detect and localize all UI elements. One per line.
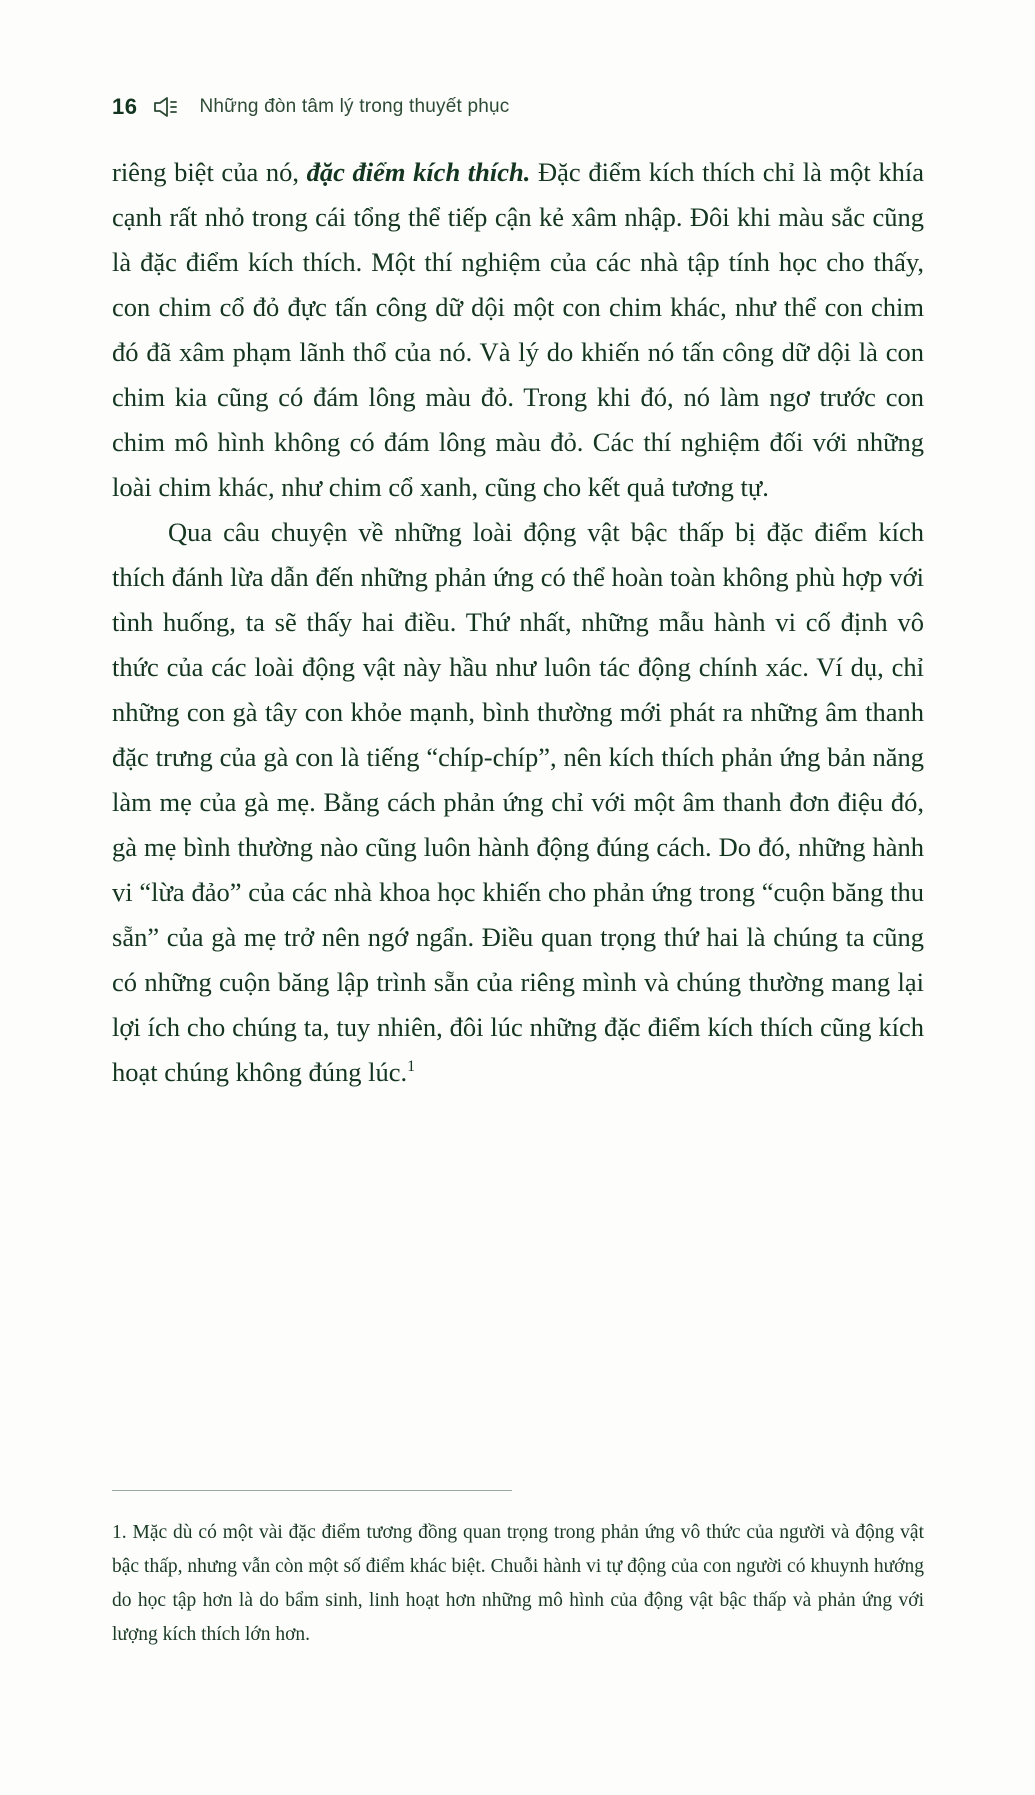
footnote-text: 1. Mặc dù có một vài đặc điểm tương đồng quan trọng trong phản ứng vô thức của người và động vật bậc thấp, nhưng vẫn còn một số điểm khác biệt. Chuỗi hành vi tự động của con người có khuynh hướng do học tập hơn là do bẩm sinh, linh hoạt hơn những mô hình của động vật bậc thấp và phản ứng với lượng kích thích lớn hơn.	[112, 1522, 924, 1645]
running-head	[112, 92, 923, 122]
body-text	[112, 150, 924, 1095]
paragraph-1-text-a: riêng biệt của nó,	[112, 157, 307, 187]
paragraph-2	[112, 510, 924, 1095]
running-head-title: Những đòn tâm lý trong thuyết phục	[199, 96, 510, 117]
footnote-block	[112, 1516, 924, 1652]
paragraph-1-text-b: Đặc điểm kích thích chỉ là một khía cạnh rất nhỏ trong cái tổng thể tiếp cận kẻ xâm nhập. Đôi khi màu sắc cũng là đặc điểm kích thích. Một thí nghiệm của các nhà tập tính học cho thấy, con chim cổ đỏ đực tấn công dữ dội một con chim khác, như thể con chim đó đã xâm phạm lãnh thổ của nó. Và lý do khiến nó tấn công dữ dội là con chim kia cũng có đám lông màu đỏ. Trong khi đó, nó làm ngơ trước con chim mô hình không có đám lông màu đỏ. Các thí nghiệm đối với những loài chim khác, như chim cổ xanh, cũng cho kết quả tương tự.	[112, 157, 924, 502]
footnote-divider	[112, 1490, 512, 1491]
megaphone-icon	[153, 96, 179, 118]
footnote-reference-marker: 1	[407, 1058, 416, 1076]
paragraph-1-emphasis: đặc điểm kích thích.	[306, 157, 531, 187]
paragraph-1	[112, 150, 924, 510]
page-number: 16	[112, 94, 138, 119]
paragraph-2-text: Qua câu chuyện về những loài động vật bậc thấp bị đặc điểm kích thích đánh lừa dẫn đến những phản ứng có thể hoàn toàn không phù hợp với tình huống, ta sẽ thấy hai điều. Thứ nhất, những mẫu hành vi cố định vô thức của các loài động vật này hầu như luôn tác động chính xác. Ví dụ, chỉ những con gà tây con khỏe mạnh, bình thường mới phát ra những âm thanh đặc trưng của gà con là tiếng “chíp-chíp”, nên kích thích phản ứng bản năng làm mẹ của gà mẹ. Bằng cách phản ứng chỉ với một âm thanh đơn điệu đó, gà mẹ bình thường nào cũng luôn hành động đúng cách. Do đó, những hành vi “lừa đảo” của các nhà khoa học khiến cho phản ứng trong “cuộn băng thu sẵn” của gà mẹ trở nên ngớ ngẩn. Điều quan trọng thứ hai là chúng ta cũng có những cuộn băng lập trình sẵn của riêng mình và chúng thường mang lại lợi ích cho chúng ta, tuy nhiên, đôi lúc những đặc điểm kích thích cũng kích hoạt chúng không đúng lúc.	[112, 517, 924, 1087]
